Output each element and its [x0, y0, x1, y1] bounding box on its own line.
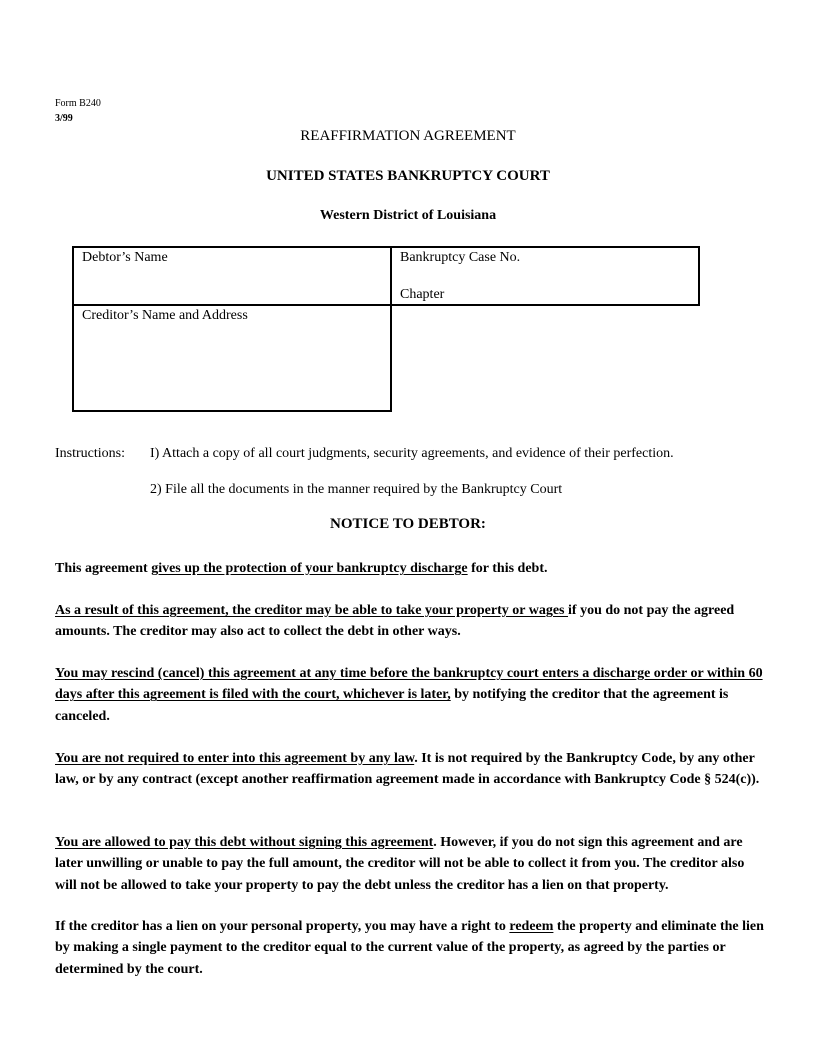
notice-paragraph-5: [55, 832, 765, 896]
notice-emphasis: You may rescind (cancel) this agreement at any time before the bankruptcy court enters a discharge order or within 60 days after this agreement is filed with the court, whichever is later,: [55, 666, 763, 703]
notice-text: the property and eliminate the lien by making a single payment to the creditor equal to the current value of the property, as agreed by the parties or determined by the court.: [55, 919, 764, 977]
case-number-label: Bankruptcy Case No.: [400, 250, 521, 265]
notice-text: . It is not required by the Bankruptcy Code, by any other law, or by any contract (except another reaffirmation agreement made in accordance with Bankruptcy Code § 524(c)).: [55, 751, 760, 788]
form-number: Form B240: [55, 98, 101, 109]
case-number-cell: [390, 246, 700, 306]
court-district: Western District of Louisiana: [319, 208, 497, 223]
court-name: UNITED STATES BANKRUPTCY COURT: [266, 168, 550, 184]
notice-emphasis: You are allowed to pay this debt without signing this agreement: [55, 835, 434, 850]
notice-title: NOTICE TO DEBTOR:: [330, 516, 486, 532]
notice-paragraph-3: [55, 663, 765, 727]
notice-text: This agreement: [55, 561, 152, 576]
notice-text: by notifying the creditor that the agreement is canceled.: [55, 687, 729, 724]
notice-paragraph-2: [55, 600, 765, 643]
chapter-label: Chapter: [400, 287, 445, 302]
document-title: REAFFIRMATION AGREEMENT: [300, 128, 516, 144]
notice-text: for this debt.: [467, 561, 548, 576]
notice-paragraph-1: [55, 558, 765, 579]
notice-paragraph-4: [55, 748, 765, 791]
debtor-name-cell: [72, 246, 392, 306]
creditor-cell: [72, 304, 392, 412]
creditor-label: Creditor’s Name and Address: [82, 308, 248, 323]
form-revision-date: 3/99: [55, 113, 73, 124]
notice-paragraph-6: [55, 916, 765, 980]
instruction-item-1: I) Attach a copy of all court judgments, security agreements, and evidence of their perfection.: [150, 446, 674, 461]
debtor-name-label: Debtor’s Name: [82, 250, 168, 265]
notice-emphasis: As a result of this agreement, the creditor may be able to take your property or wages: [55, 603, 569, 618]
notice-emphasis: redeem: [509, 919, 554, 934]
instruction-item-2: 2) File all the documents in the manner required by the Bankruptcy Court: [150, 482, 563, 497]
notice-text: If the creditor has a lien on your personal property, you may have a right to: [55, 919, 510, 934]
notice-text: . However, if you do not sign this agreement and are later unwilling or unable to pay the full amount, the creditor will not be able to collect it from you. The creditor also will not be allowed to take your property to pay the debt unless the creditor has a lien on that property.: [55, 835, 745, 893]
notice-emphasis: You are not required to enter into this agreement by any law: [55, 751, 415, 766]
notice-emphasis: gives up the protection of your bankruptcy discharge: [151, 561, 468, 576]
instructions-label: Instructions:: [55, 446, 125, 461]
notice-text: if you do not pay the agreed amounts. The creditor may also act to collect the debt in other ways.: [55, 603, 735, 640]
